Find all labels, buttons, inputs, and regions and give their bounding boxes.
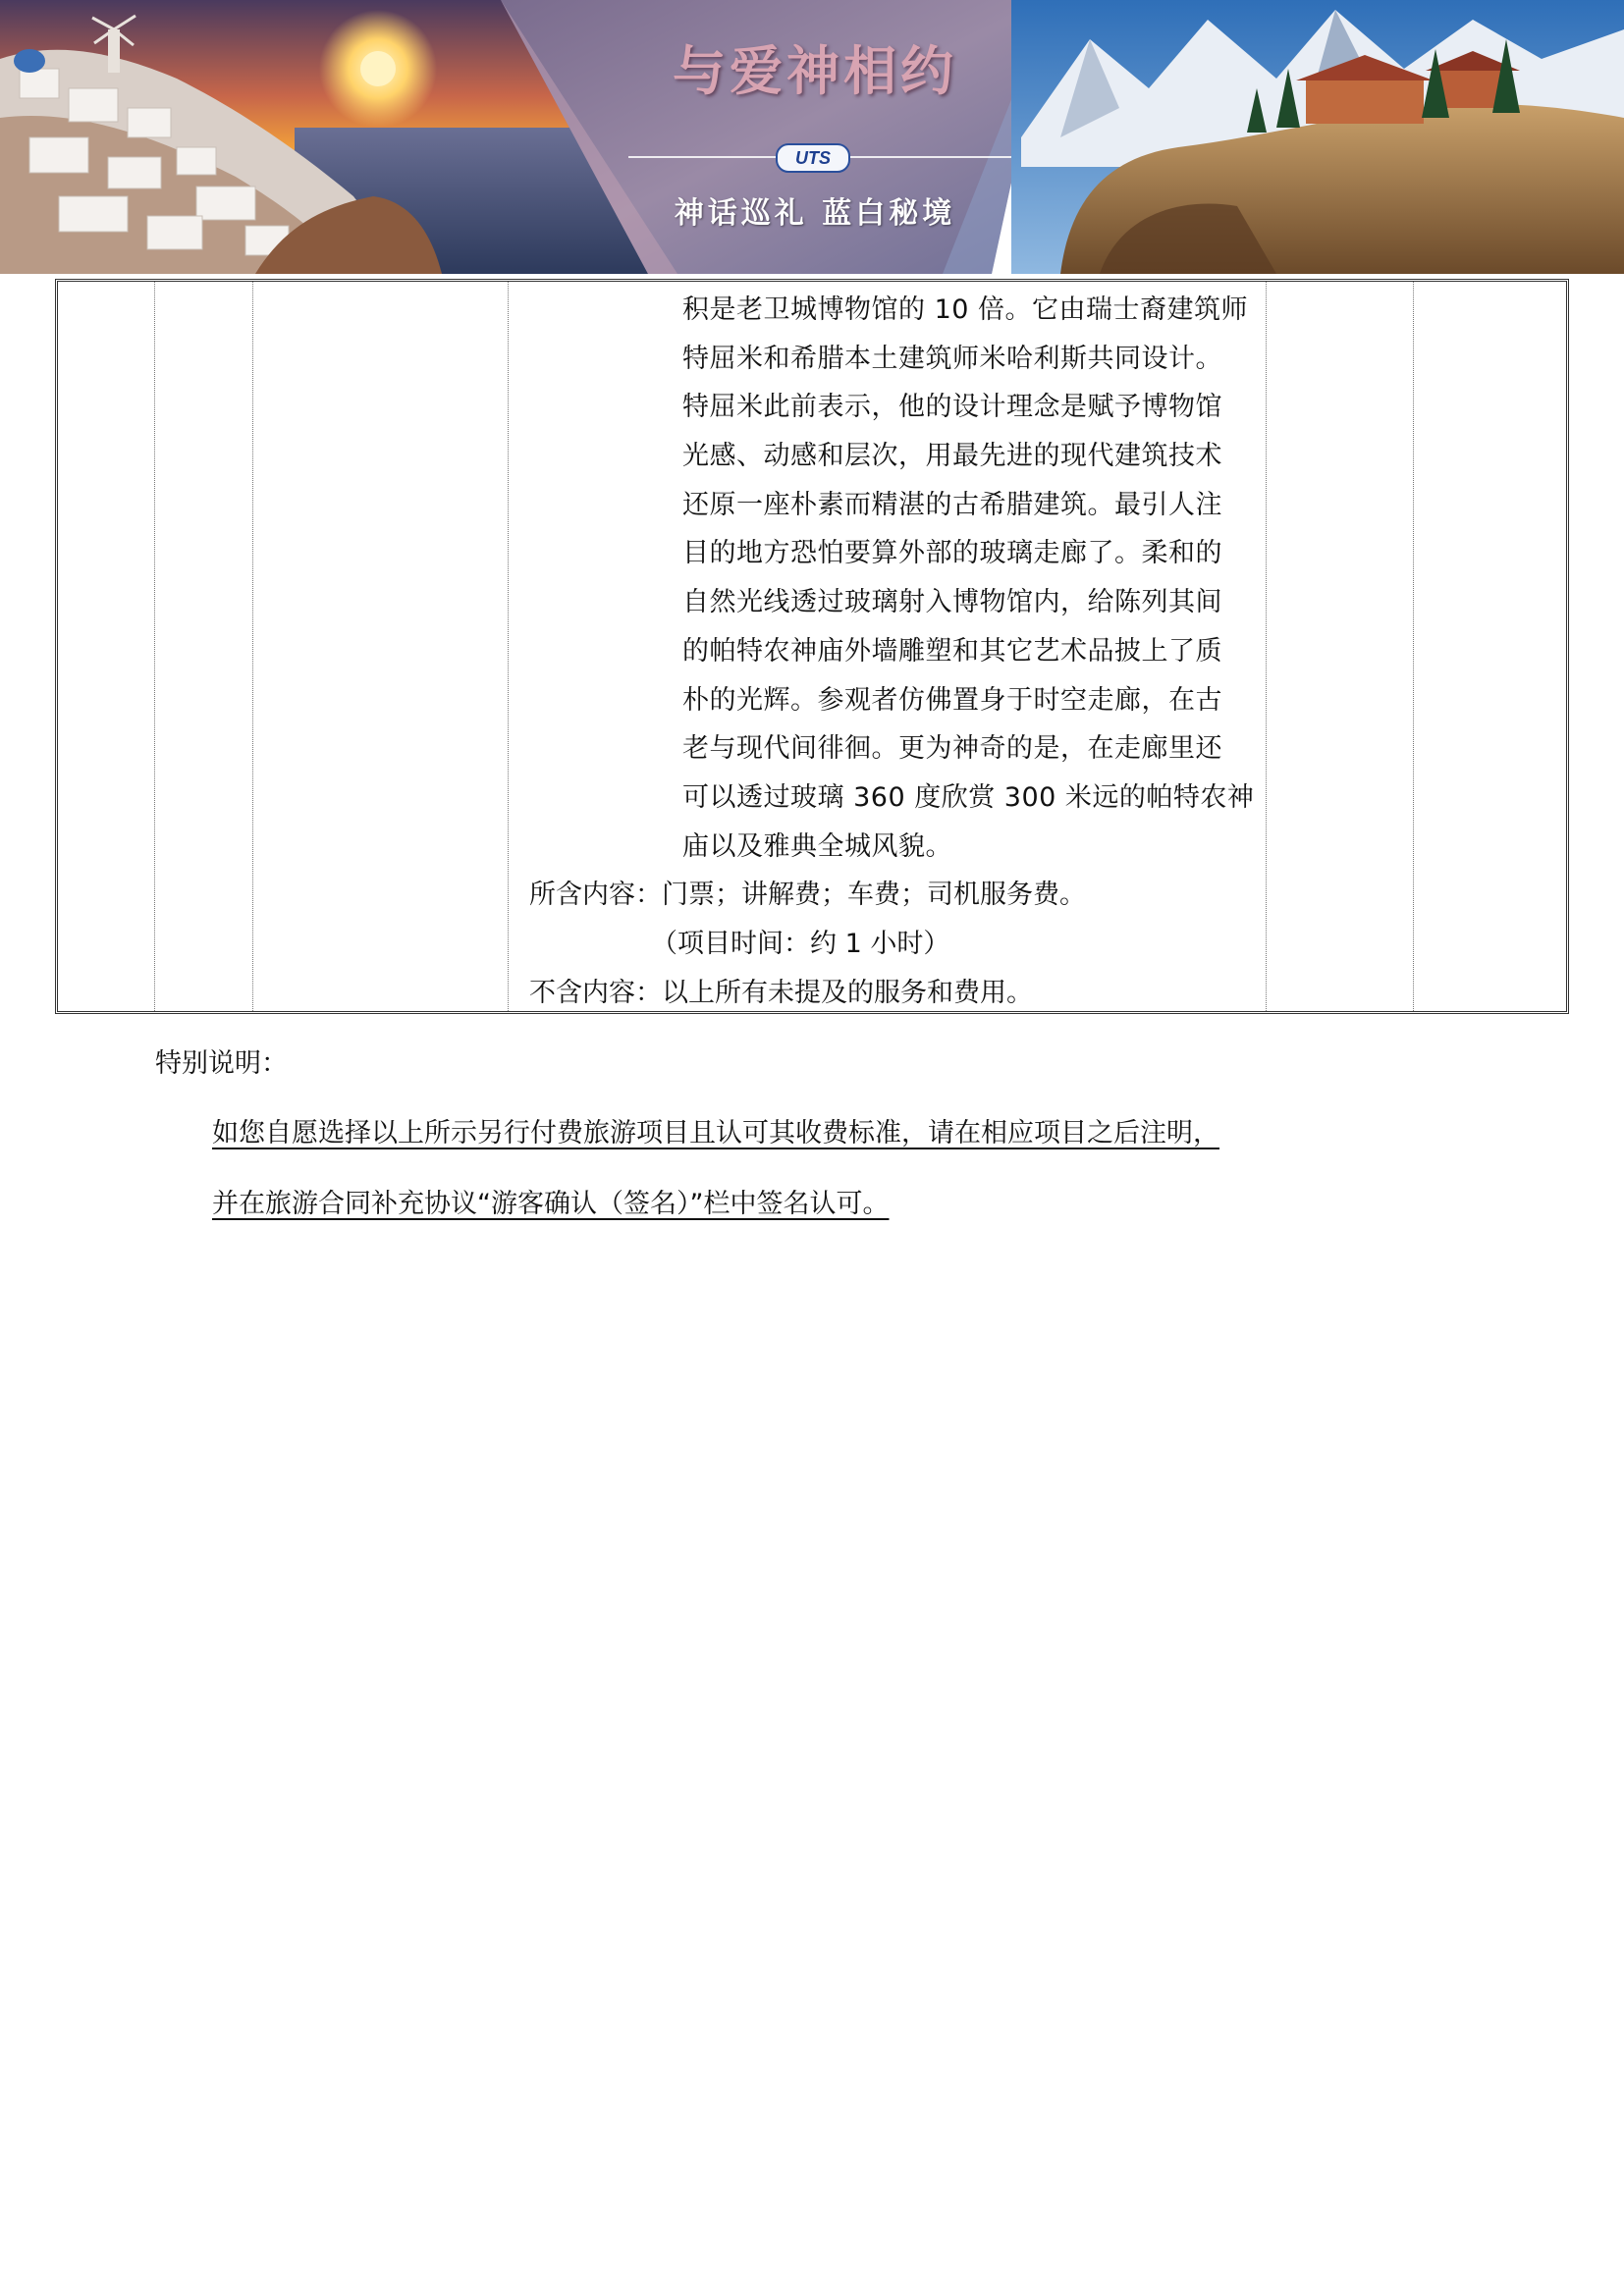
uts-logo: UTS [776, 143, 850, 173]
description-line: 积是老卫城博物馆的 10 倍。它由瑞士裔建筑师 [682, 294, 1249, 325]
banner-subtitle: 神话巡礼 蓝白秘境 [674, 196, 956, 231]
header-banner [0, 0, 1624, 274]
special-notes-heading: 特别说明： [155, 1048, 288, 1079]
description-line: 特屈米和希腊本土建筑师米哈利斯共同设计。 [682, 343, 1222, 374]
description-line: 自然光线透过玻璃射入博物馆内，给陈列其间 [682, 587, 1222, 618]
description-line: 的帕特农神庙外墙雕塑和其它艺术品披上了质 [682, 635, 1222, 667]
description-line: 庙以及雅典全城风貌。 [682, 830, 952, 862]
project-description-cell [521, 282, 1321, 1011]
column-divider [1413, 282, 1414, 1011]
included-items: 所含内容：门票；讲解费；车费；司机服务费。 [529, 880, 1086, 910]
description-line: 光感、动感和层次，用最先进的现代建筑技术 [682, 441, 1222, 472]
description-line: 朴的光辉。参观者仿佛置身于时空走廊，在古 [682, 684, 1222, 716]
description-line: 老与现代间徘徊。更为神奇的是，在走廊里还 [682, 733, 1222, 765]
description-line: 目的地方恐怕要算外部的玻璃走廊了。柔和的 [682, 538, 1222, 569]
description-line: 可以透过玻璃 360 度欣赏 300 米远的帕特农神 [682, 781, 1255, 813]
description-line: 还原一座朴素而精湛的古希腊建筑。最引人注 [682, 489, 1222, 520]
description-line: 特屈米此前表示，他的设计理念是赋予博物馆 [682, 392, 1222, 423]
description-text [682, 286, 1272, 871]
itinerary-table [55, 279, 1569, 1014]
column-divider [508, 282, 509, 1011]
excluded-items: 不含内容：以上所有未提及的服务和费用。 [529, 978, 1033, 1008]
column-divider [252, 282, 253, 1011]
project-duration: （项目时间：约 1 小时） [651, 929, 950, 959]
special-notes-line-1: 如您自愿选择以上所示另行付费旅游项目且认可其收费标准，请在相应项目之后注明， [212, 1118, 1219, 1148]
special-notes-line-2: 并在旅游合同补充协议“游客确认（签名）”栏中签名认可。 [212, 1189, 890, 1219]
banner-title: 与爱神相约 [673, 39, 957, 102]
column-divider [154, 282, 155, 1011]
